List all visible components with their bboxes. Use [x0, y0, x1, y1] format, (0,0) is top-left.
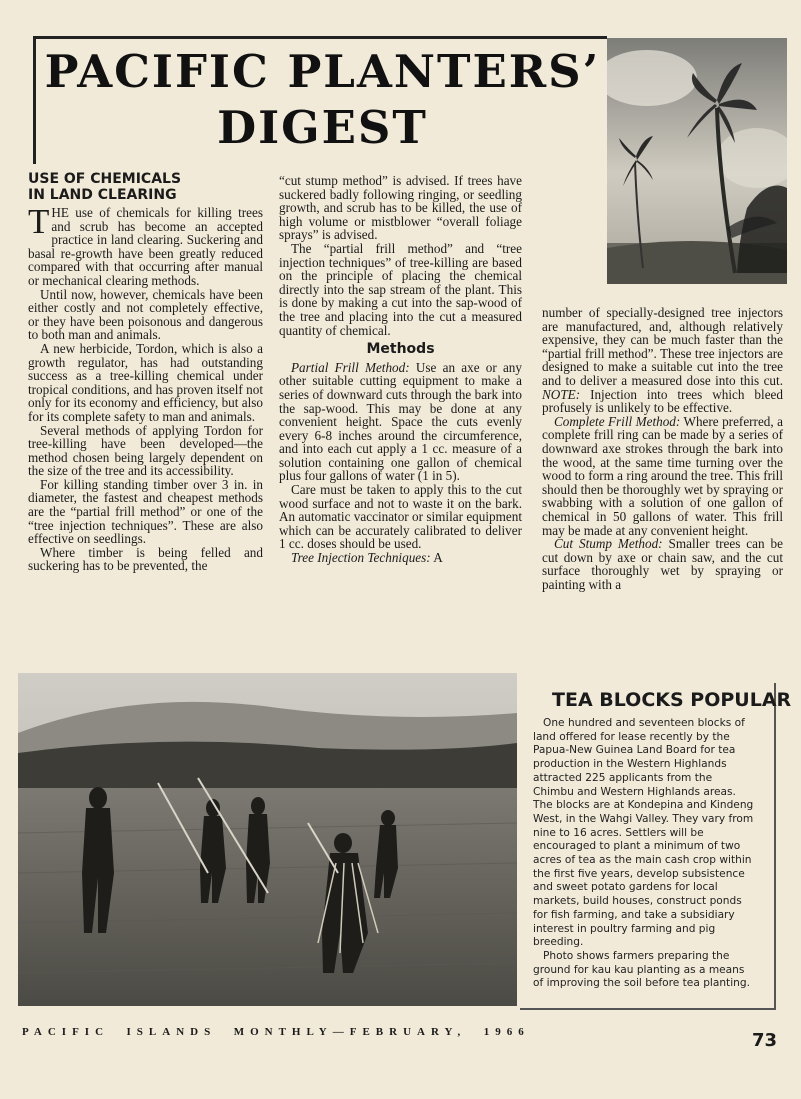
paragraph: Complete Frill Method: Where preferred, a complete frill ring can be made by a series of downward axe strokes through the bark into the wood, at the same time turning over the wood to form a ring around the tree. This frill should then be thoroughly wet by spraying or swabbing with a solution of one gallon of chemical in 50 gallons of water. This frill may be made at any convenient height.: [542, 413, 783, 538]
footer-publication: PACIFIC ISLANDS MONTHLY—FEBRUARY, 1966: [22, 1026, 530, 1038]
paragraph: The “partial frill method” and “tree injection techniques” of tree-killing are based on the principle of placing the chemical directly into the sap stream of the plant. This is done by making a cut into the sap-wood of the tree and placing into the cut a measured quantity of chemical.: [279, 240, 522, 338]
paragraph: For killing standing timber over 3 in. in diameter, the fastest and cheapest methods are the “partial frill method” or one of the “tree injection techniques”. These are also effective on seedlings.: [28, 476, 263, 547]
note-label: NOTE:: [542, 386, 581, 402]
drop-cap: T: [28, 202, 50, 241]
headline-line-2: IN LAND CLEARING: [28, 187, 177, 203]
page-number: 73: [752, 1030, 778, 1051]
masthead-top-rule: [33, 36, 607, 39]
paragraph: “cut stump method” is advised. If trees have suckered badly following ringing, or seedling growth, and scrub has to be killed, the use of high volume or mistblower “overall foliage sprays” is advised.: [279, 173, 522, 243]
headline-line-1: USE OF CHEMICALS: [28, 171, 182, 187]
article-headline: [28, 171, 268, 203]
palm-trees-photo: [607, 38, 787, 284]
photo-caption: Photo shows farmers preparing the ground for kau kau planting as a means of improving the soil before tea planting.: [533, 949, 750, 990]
sidebar-headline: TEA BLOCKS POPULAR: [552, 689, 792, 711]
method-label: Tree Injection Techniques:: [291, 550, 431, 566]
paragraph: Several methods of applying Tordon for tree-killing have been developed—the method chosen being largely dependent on the size of the tree and its accessibility.: [28, 422, 263, 479]
paragraph: Where timber is being felled and suckering has to be prevented, the: [28, 544, 263, 574]
article-column-2: [279, 174, 522, 565]
paragraph: Tree Injection Techniques: A: [291, 550, 443, 566]
methods-subheading: Methods: [366, 341, 435, 358]
paragraph: Care must be taken to apply this to the cut wood surface and not to waste it on the bark. An automatic vaccinator or similar equipment which can be accurately calibrated to deliver 1 cc. doses should be used.: [279, 482, 522, 552]
masthead-line-2: DIGEST: [217, 101, 428, 154]
paragraph: Partial Frill Method: Use an axe or any other suitable cutting equipment to make a series of downward cuts through the bark into the sap-wood. This may be done at any convenient height. Space the cuts evenly every 6-8 inches around the circumference, and into each cut apply a 1 cc. measure of a solution containing one gallon of chemical plus four gallons of water (1 in 5).: [279, 359, 522, 484]
paragraph: Until now, however, chemicals have been either costly and not completely effective, or they have been poisonous and dangerous to both man and animals.: [28, 286, 263, 343]
article-column-1: [28, 202, 263, 574]
paragraph: THE use of chemicals for killing trees and scrub has become an accepted practice in land clearing. Suckering and basal re-growth have been greatly reduced compared with that occurring after manual or mechanical clearing methods.: [28, 202, 263, 288]
sidebar-body: [533, 717, 754, 991]
method-label: Complete Frill Method:: [554, 413, 681, 429]
farmers-field-photo: [18, 673, 517, 1006]
article-column-3: [542, 306, 783, 591]
method-label: Partial Frill Method:: [291, 359, 410, 375]
paragraph: A new herbicide, Tordon, which is also a growth regulator, has had outstanding success as a tree-killing chemical under tropical conditions, and has proven itself not only for its economy and efficiency, but also for its complete safety to man and animals.: [28, 340, 263, 424]
method-label: Cut Stump Method:: [554, 536, 663, 552]
paragraph: Cut Stump Method: Smaller trees can be cut down by axe or chain saw, and the cut surface thoroughly wet by spraying or painting with a: [542, 536, 783, 592]
masthead-left-rule: [33, 36, 36, 164]
paragraph: number of specially-designed tree injectors are manufactured, and, although relatively expensive, they can be much faster than the “partial frill method”. These tree injectors are designed to make a suitable cut into the tree and to deliver a measured dose into this cut. NOTE: Injection into trees which bleed profusely is unlikely to be effective.: [542, 305, 783, 416]
masthead-line-1: PACIFIC PLANTERS’: [44, 45, 601, 98]
paragraph: One hundred and seventeen blocks of land offered for lease recently by the Papua-New Guinea Land Board for tea production in the Western Highlands attracted 225 applicants from the Chimbu and Western Highlands areas. The blocks are at Kondepina and Kindeng West, in the Wahgi Valley. They vary from nine to 16 acres. Settlers will be encouraged to plant a minimum of two acres of tea as the main cash crop within the first five years, develop subsistence and sweet potato gardens for local markets, build houses, construct ponds for fish farming, and take a subsidiary interest in poultry farming and pig breeding.: [533, 717, 754, 949]
masthead: [40, 44, 605, 156]
